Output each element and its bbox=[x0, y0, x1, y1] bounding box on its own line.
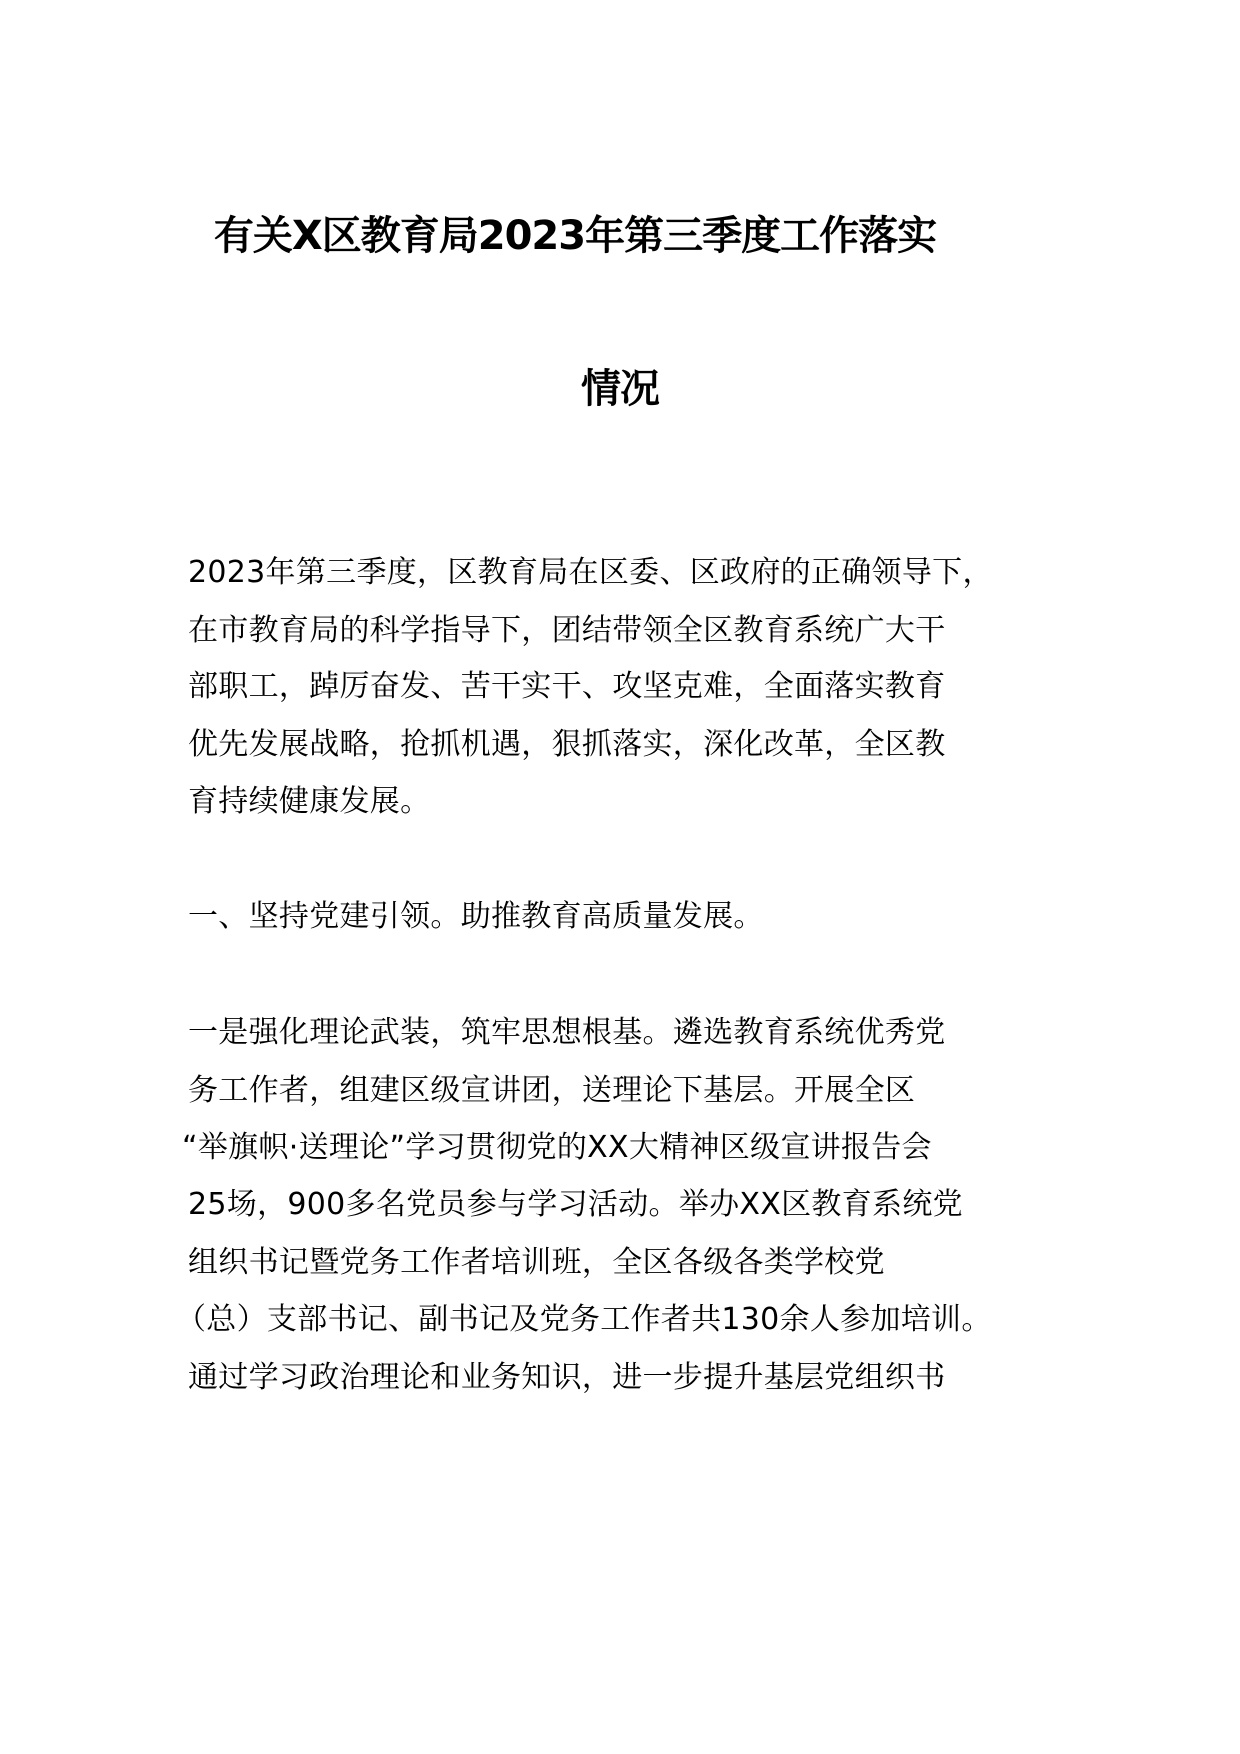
paragraph-line: “举旗帜·送理论”学习贯彻党的XX大精神区级宣讲报告会 bbox=[182, 1130, 932, 1165]
paragraph-line: 一是强化理论武装，筑牢思想根基。遴选教育系统优秀党 bbox=[188, 1015, 946, 1050]
intro-line: 2023年第三季度，区教育局在区委、区政府的正确领导下， bbox=[188, 555, 993, 590]
paragraph-line: 25场，900多名党员参与学习活动。举办XX区教育系统党 bbox=[188, 1187, 963, 1222]
paragraph-line: 通过学习政治理论和业务知识，进一步提升基层党组织书 bbox=[188, 1360, 946, 1395]
intro-line: 部职工，踔厉奋发、苦干实干、攻坚克难，全面落实教育 bbox=[188, 669, 946, 704]
section-1-heading: 一、坚持党建引领。助推教育高质量发展。 bbox=[188, 899, 764, 934]
paragraph-line: 务工作者，组建区级宣讲团，送理论下基层。开展全区 bbox=[188, 1073, 916, 1108]
document-title-line-1: 有关X区教育局2023年第三季度工作落实 bbox=[213, 213, 937, 259]
paragraph-line: （总）支部书记、副书记及党务工作者共130余人参加培训。 bbox=[176, 1302, 992, 1337]
intro-line: 在市教育局的科学指导下，团结带领全区教育系统广大干 bbox=[188, 613, 946, 648]
document-title-line-2: 情况 bbox=[581, 366, 659, 412]
intro-line: 优先发展战略，抢抓机遇，狠抓落实，深化改革，全区教 bbox=[188, 727, 946, 762]
intro-line: 育持续健康发展。 bbox=[188, 784, 431, 819]
paragraph-line: 组织书记暨党务工作者培训班，全区各级各类学校党 bbox=[188, 1245, 885, 1280]
